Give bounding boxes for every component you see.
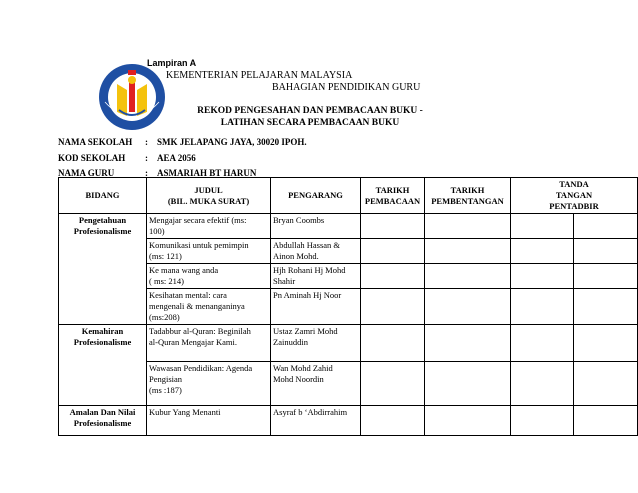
cell-signature-a — [511, 406, 574, 436]
cell-signature-a — [511, 214, 574, 239]
header-pengarang: PENGARANG — [271, 178, 361, 214]
info-value: ASMARIAH BT HARUN — [157, 168, 257, 178]
header-tarikh-pembacaan: TARIKH PEMBACAAN — [361, 178, 425, 214]
cell-signature-b — [574, 362, 638, 406]
cell-judul: Wawasan Pendidikan: Agenda Pengisian (ms :187) — [147, 362, 271, 406]
title-line-2: LATIHAN SECARA PEMBACAAN BUKU — [220, 118, 400, 128]
cell-pengarang: Bryan Coombs — [271, 214, 361, 239]
cell-tarikh-pembacaan — [361, 406, 425, 436]
table-row — [59, 325, 638, 362]
category-amalan: Amalan Dan Nilai Profesionalisme — [59, 406, 147, 436]
table-header-row — [59, 178, 638, 214]
cell-tarikh-pembentangan — [425, 239, 511, 264]
cell-signature-b — [574, 239, 638, 264]
cell-tarikh-pembentangan — [425, 289, 511, 325]
cell-pengarang: Hjh Rohani Hj Mohd Shahir — [271, 264, 361, 289]
cell-tarikh-pembacaan — [361, 362, 425, 406]
category-pengetahuan: Pengetahuan Profesionalisme — [59, 214, 147, 325]
cell-pengarang: Ustaz Zamri Mohd Zainuddin — [271, 325, 361, 362]
ministry-name: KEMENTERIAN PELAJARAN MALAYSIA — [166, 70, 353, 81]
cell-tarikh-pembentangan — [425, 406, 511, 436]
cell-signature-b — [574, 406, 638, 436]
cell-signature-b — [574, 325, 638, 362]
cell-judul: Kesihatan mental: cara mengenali & menanganinya (ms:208) — [147, 289, 271, 325]
cell-tarikh-pembacaan — [361, 264, 425, 289]
header-bidang: BIDANG — [59, 178, 147, 214]
info-value: AEA 2056 — [157, 153, 196, 163]
title-line-1: REKOD PENGESAHAN DAN PEMBACAAN BUKU - — [197, 106, 423, 116]
cell-judul: Ke mana wang anda ( ms: 214) — [147, 264, 271, 289]
cell-signature-a — [511, 325, 574, 362]
document-title — [190, 105, 430, 129]
cell-signature-b — [574, 264, 638, 289]
lampiran-label: Lampiran A — [147, 58, 197, 68]
cell-judul: Tadabbur al-Quran: Beginilah al-Quran Mengajar Kami. — [147, 325, 271, 362]
info-label: KOD SEKOLAH — [58, 153, 126, 163]
cell-signature-a — [511, 289, 574, 325]
cell-judul: Komunikasi untuk pemimpin (ms: 121) — [147, 239, 271, 264]
cell-tarikh-pembacaan — [361, 325, 425, 362]
header-tarikh-pembentangan: TARIKH PEMBENTANGAN — [425, 178, 511, 214]
header-judul: JUDUL (BIL. MUKA SURAT) — [147, 178, 271, 214]
cell-tarikh-pembentangan — [425, 264, 511, 289]
cell-pengarang: Wan Mohd Zahid Mohd Noordin — [271, 362, 361, 406]
cell-signature-a — [511, 362, 574, 406]
cell-judul: Kubur Yang Menanti — [147, 406, 271, 436]
cell-pengarang: Asyraf b ‘Abdirrahim — [271, 406, 361, 436]
cell-tarikh-pembacaan — [361, 289, 425, 325]
header-tanda-tangan: TANDA TANGAN PENTADBIR — [511, 178, 638, 214]
info-value: SMK JELAPANG JAYA, 30020 IPOH. — [157, 137, 307, 147]
info-colon: : — [145, 168, 148, 178]
category-kemahiran: Kemahiran Profesionalisme — [59, 325, 147, 406]
cell-signature-a — [511, 264, 574, 289]
ministry-logo-icon — [97, 62, 167, 132]
cell-signature-b — [574, 289, 638, 325]
division-name: BAHAGIAN PENDIDIKAN GURU — [272, 82, 421, 93]
reading-record-table — [58, 177, 638, 436]
cell-signature-a — [511, 239, 574, 264]
info-colon: : — [145, 153, 148, 163]
info-label: NAMA SEKOLAH — [58, 137, 133, 147]
info-colon: : — [145, 137, 148, 147]
cell-pengarang: Pn Aminah Hj Noor — [271, 289, 361, 325]
cell-judul: Mengajar secara efektif (ms: 100) — [147, 214, 271, 239]
info-label: NAMA GURU — [58, 168, 115, 178]
table-row — [59, 214, 638, 239]
cell-tarikh-pembentangan — [425, 325, 511, 362]
cell-pengarang: Abdullah Hassan & Ainon Mohd. — [271, 239, 361, 264]
cell-tarikh-pembentangan — [425, 214, 511, 239]
cell-tarikh-pembacaan — [361, 214, 425, 239]
cell-tarikh-pembentangan — [425, 362, 511, 406]
cell-tarikh-pembacaan — [361, 239, 425, 264]
table-row — [59, 406, 638, 436]
cell-signature-b — [574, 214, 638, 239]
